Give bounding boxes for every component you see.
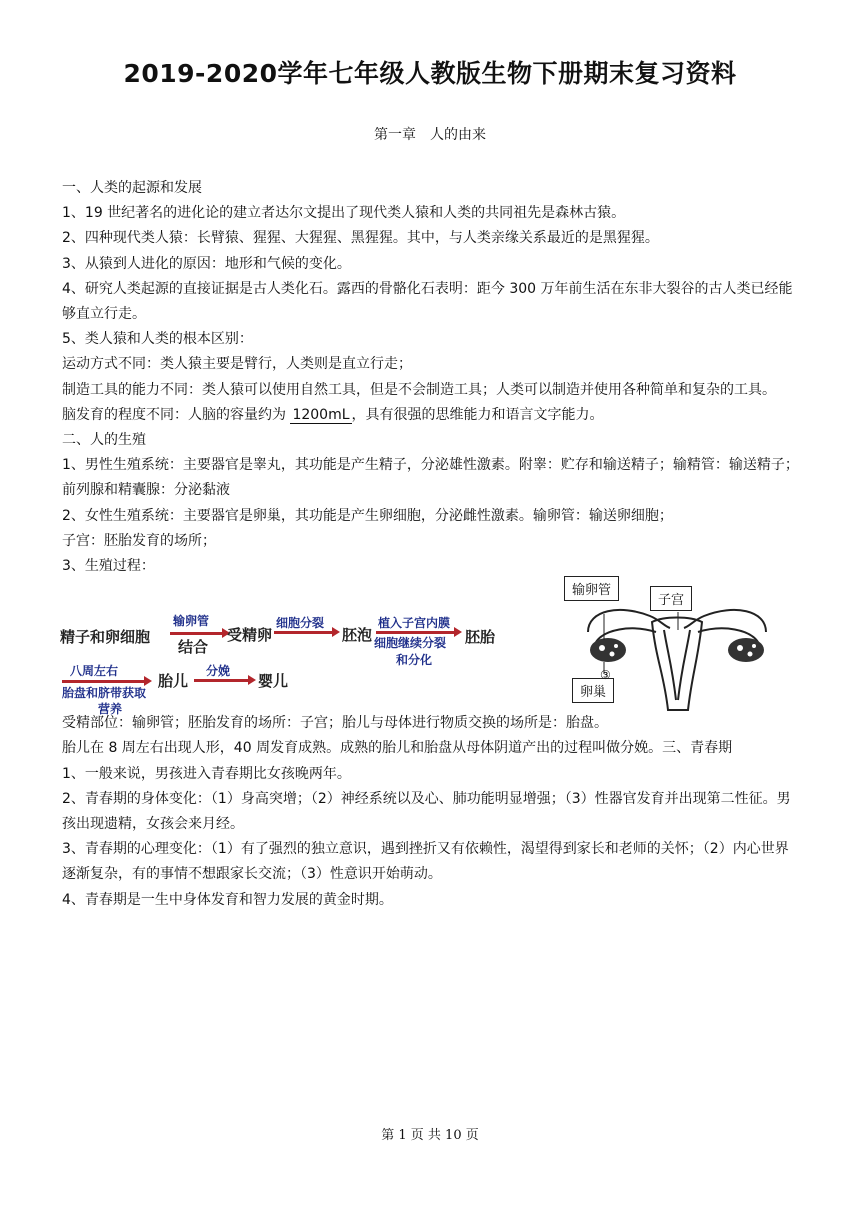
paragraph: 胎儿在 8 周左右出现人形，40 周发育成熟。成熟的胎儿和胎盘从母体阴道产出的过程叫做分娩。三、青春期 [62,740,733,757]
underlined-value: 1200mL [292,406,350,423]
flow-arrow [170,632,224,635]
flow-label-childbirth: 分娩 [206,664,231,678]
flow-node-zygote: 受精卵 [227,626,273,644]
flow-label-nutrition: 营养 [98,702,123,716]
flow-label-week8: 八周左右 [70,664,119,678]
flow-node-embryo: 胚胎 [465,628,496,646]
paragraph: 1、一般来说，男孩进入青春期比女孩晚两年。 [62,765,351,782]
reproduction-flow-diagram [60,610,520,722]
paragraph: 2、四种现代类人猿：长臂猿、猩猩、大猩猩、黑猩猩。其中，与人类亲缘关系最近的是黑猩猩。 [62,230,659,247]
flow-label-oviduct: 输卵管 [173,614,210,628]
paragraph: 1、19 世纪著名的进化论的建立者达尔文提出了现代类人猿和人类的共同祖先是森林古猿。 [62,205,626,222]
flow-label-placenta: 胎盘和脐带获取 [62,686,147,700]
paragraph: 1、男性生殖系统：主要器官是睾丸，其功能是产生精子，分泌雄性激素。附睾：贮存和输送精子；输精管：输送精子；前列腺和精囊腺：分泌黏液 [62,457,799,499]
flow-node-baby: 婴儿 [258,672,289,690]
flow-label-division: 细胞分裂 [276,616,325,630]
page-title: 2019-2020学年七年级人教版生物下册期末复习资料 [123,59,737,88]
flow-label-combine: 结合 [178,638,209,656]
paragraph: 3、青春期的心理变化：（1）有了强烈的独立意识，遇到挫折又有依赖性，渴望得到家长和老师的关怀；（2）内心世界逐渐复杂，有的事情不想跟家长交流；（3）性意识开始萌动。 [62,841,789,883]
paragraph: 制造工具的能力不同：类人猿可以使用自然工具，但是不会制造工具；人类可以制造并使用各种简单和复杂的工具。 [62,381,776,398]
marker-number: ③ [600,668,611,682]
paragraph: 2、女性生殖系统：主要器官是卵巢，其功能是产生卵细胞，分泌雌性激素。输卵管：输送卵细胞； [62,507,673,524]
chapter-heading: 第一章 人的由来 [374,127,486,143]
label-ovary: 卵巢 [572,678,614,703]
paragraph: 5、类人猿和人类的根本区别： [62,331,253,348]
paragraph: 子宫：胚胎发育的场所； [62,532,216,549]
label-oviduct: 输卵管 [564,576,619,601]
label-uterus: 子宫 [650,586,692,611]
paragraph [62,403,802,428]
paragraph: 受精部位：输卵管；胚胎发育的场所：子宫；胎儿与母体进行物质交换的场所是：胎盘。 [62,715,608,732]
flow-node-fetus: 胎儿 [158,672,189,690]
paragraph: 3、从猿到人进化的原因：地形和气候的变化。 [62,255,351,272]
flow-label-differentiation: 和分化 [396,653,433,667]
paragraph: 3、生殖过程： [62,558,155,575]
flow-arrow [62,680,146,683]
flow-label-implant: 植入子宫内膜 [378,616,451,630]
flow-label-continue-division: 细胞继续分裂 [374,636,447,650]
text-run: ，具有很强的思维能力和语言文字能力。 [351,406,604,423]
text-run: 脑发育的程度不同：人脑的容量约为 [62,406,286,423]
flow-node-sperm-egg: 精子和卵细胞 [60,628,151,646]
paragraph: 4、青春期是一生中身体发育和智力发展的黄金时期。 [62,891,393,908]
document-body [62,176,802,913]
paragraph: 运动方式不同：类人猿主要是臂行，人类则是直立行走； [62,356,412,373]
paragraph: 2、青春期的身体变化：（1）身高突增；（2）神经系统以及心、肺功能明显增强；（3）性器官发育并出现第二性征。男孩出现遗精，女孩会来月经。 [62,790,791,833]
section-heading: 一、人类的起源和发展 [62,180,202,196]
flow-node-blastocyst: 胚泡 [342,626,373,644]
flow-arrow [274,631,334,634]
paragraph: 4、研究人类起源的直接证据是古人类化石。露西的骨骼化石表明：距今 300 万年前生活在东非大裂谷的古人类已经能够直立行走。 [62,280,793,323]
female-reproductive-figure [560,570,800,720]
page-footer: 第 1 页 共 10 页 [381,1128,479,1143]
section-heading: 二、人的生殖 [62,432,146,449]
flow-arrow [194,679,250,682]
